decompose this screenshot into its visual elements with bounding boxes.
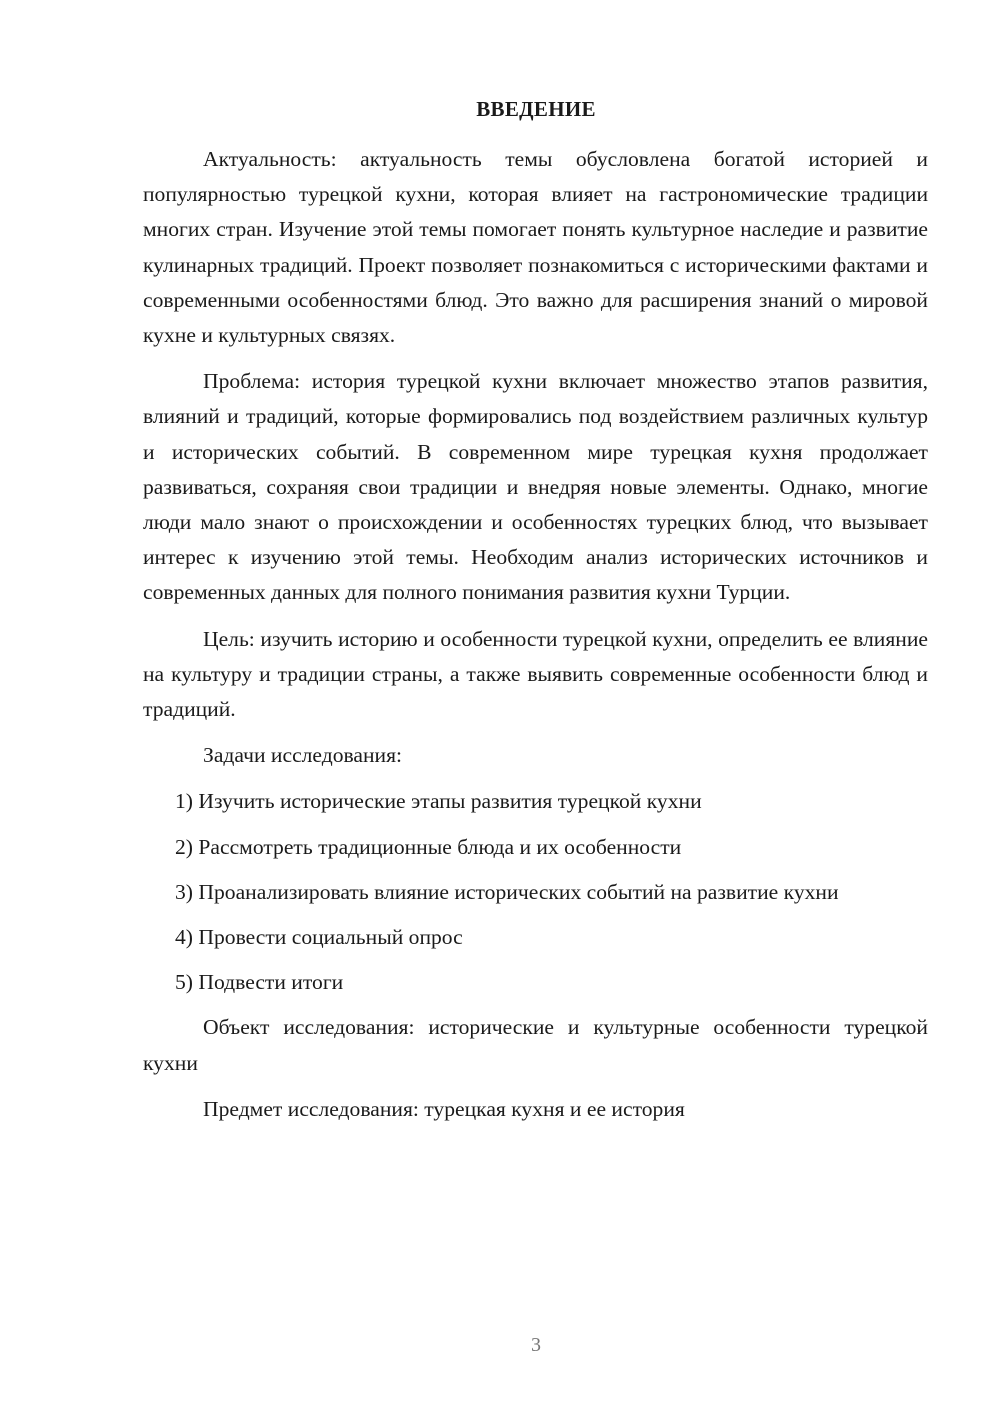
section-title: ВВЕДЕНИЕ — [476, 97, 596, 121]
task-item-1: 1) Изучить исторические этапы развития турецкой кухни — [175, 789, 702, 814]
paragraph-object: Объект исследования: исторические и культурные особенности турецкой кухни — [143, 1015, 928, 1075]
task-item-3: 3) Проанализировать влияние исторических событий на развитие кухни — [175, 879, 839, 904]
paragraph-problem: Проблема: история турецкой кухни включает множество этапов развития, влияний и традиций, которые формировались под воздействием различных культур и исторических событий. В современном мире турецкая кухня продолжает развиваться, сохраняя свои традиции и внедряя новые элементы. Однако, многие люди мало знают о происхождении и особенностях турецких блюд, что вызывает интерес к изучению этой темы. Необходим анализ исторических источников и современных данных для полного понимания развития кухни Турции. — [143, 369, 928, 605]
paragraph-relevance: Актуальность: актуальность темы обусловлена богатой историей и популярностью турецкой кухни, которая влияет на гастрономические традиции многих стран. Изучение этой темы помогает понять культурное наследие и развитие кулинарных традиций. Проект позволяет познакомиться с историческими фактами и современными особенностями блюд. Это важно для расширения знаний о мировой кухне и культурных связях. — [143, 147, 928, 348]
task-item-5: 5) Подвести итоги — [175, 970, 344, 995]
paragraph-subject: Предмет исследования: турецкая кухня и ее история — [203, 1096, 685, 1121]
task-item-4: 4) Провести социальный опрос — [175, 925, 463, 950]
document-body — [143, 142, 928, 1138]
page-number: 3 — [531, 1334, 541, 1356]
paragraph-tasks-heading: Задачи исследования: — [203, 743, 403, 768]
paragraph-goal: Цель: изучить историю и особенности турецкой кухни, определить ее влияние на культуру и традиции страны, а также выявить современные особенности блюд и традиций. — [143, 626, 928, 722]
task-item-2: 2) Рассмотреть традиционные блюда и их особенности — [175, 834, 682, 859]
